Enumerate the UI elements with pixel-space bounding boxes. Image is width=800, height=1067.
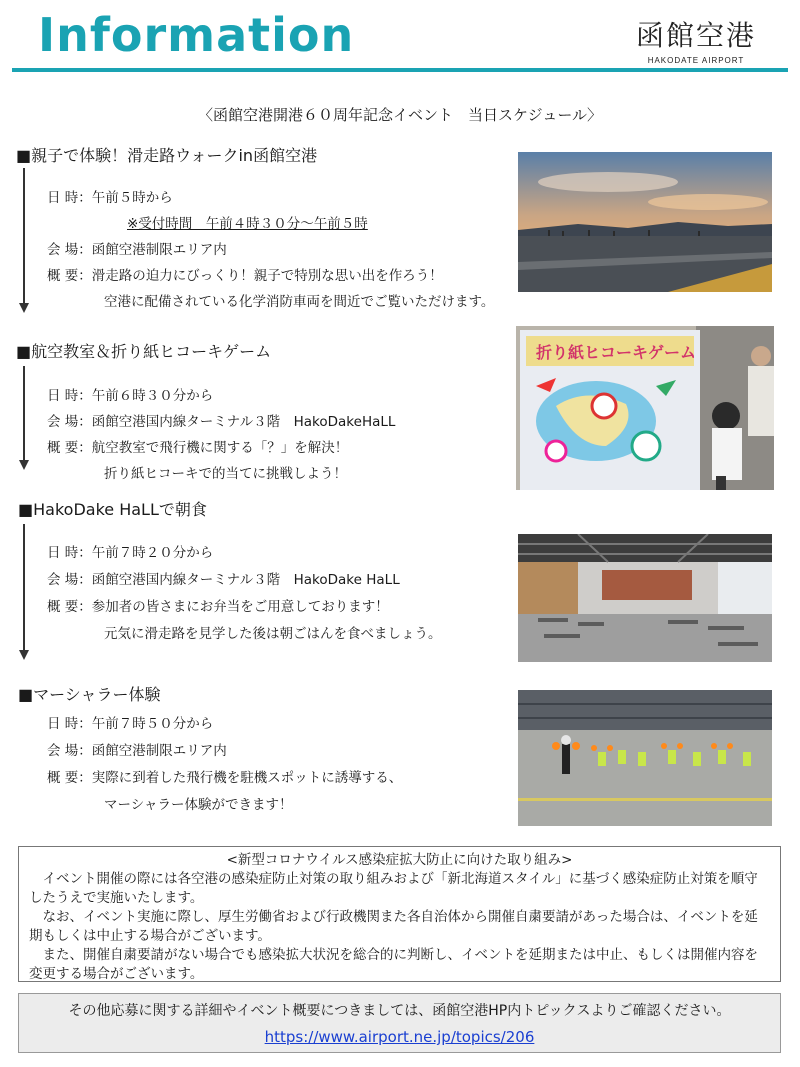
datetime-row: 日 時：午前５時から [47, 190, 173, 206]
hakodake-hall-photo [518, 534, 772, 662]
event-schedule-title: 〈函館空港開港６０周年記念イベント 当日スケジュール〉 [197, 106, 603, 124]
header-divider [12, 68, 788, 72]
summary-row-2: 元気に滑走路を見学した後は朝ごはんを食べましょう。 [104, 626, 442, 642]
section-heading-marshaller: ■マーシャラー体験 [18, 685, 161, 704]
reception-note: ※受付時間 午前４時３０分～午前５時 [127, 216, 368, 232]
venue-row: 会 場：函館空港制限エリア内 [47, 743, 227, 759]
timeline-arrow-icon [19, 650, 29, 660]
page-title: Information [38, 8, 355, 62]
venue-row: 会 場：函館空港制限エリア内 [47, 242, 227, 258]
summary-row-2: マーシャラー体験ができます！ [104, 797, 293, 813]
notice-paragraph: イベント開催の際には各空港の感染症防止対策の取り組みおよび「新北海道スタイル」に基づく感染症防止対策を順守したうえで実施いたします。 [29, 871, 758, 906]
section-heading-aviation-class: ■航空教室＆折り紙ヒコーキゲーム [16, 342, 272, 361]
datetime-row: 日 時：午前７時２０分から [47, 545, 214, 561]
timeline-arrow-icon [19, 460, 29, 470]
notice-paragraph: なお、イベント実施に際し、厚生労働省および行政機関また各自治体から開催自粛要請があった場合は、イベントを延期もしくは中止する場合がございます。 [29, 909, 758, 944]
covid-notice-box [18, 846, 781, 982]
footer-text: その他応募に関する詳細やイベント概要につきましては、函館空港HP内トピックスよりご確認ください。 [68, 1003, 731, 1019]
paper-airplane-game-photo [516, 326, 774, 490]
datetime-row: 日 時：午前７時５０分から [47, 716, 214, 732]
timeline-arrow-icon [19, 303, 29, 313]
summary-row-2: 空港に配備されている化学消防車両を間近でご覧いただけます。 [104, 294, 495, 310]
timeline-line [23, 366, 25, 463]
airport-logo [626, 14, 766, 65]
footer-box [18, 993, 781, 1053]
venue-row: 会 場：函館空港国内線ターミナル３階 HakoDake HaLL [47, 572, 400, 588]
logo-japanese: 函館空港 [635, 19, 756, 52]
summary-row: 概 要：実際に到着した飛行機を駐機スポットに誘導する、 [47, 770, 403, 786]
summary-row: 概 要：参加者の皆さまにお弁当をご用意しております！ [47, 599, 389, 615]
summary-row-2: 折り紙ヒコーキで的当てに挑戦しよう！ [104, 466, 347, 482]
summary-row: 概 要：航空教室で飛行機に関する「？」を解決！ [47, 440, 349, 456]
section-heading-breakfast: ■HakoDake HaLLで朝食 [18, 500, 207, 519]
logo-english: HAKODATE AIRPORT [647, 56, 745, 65]
notice-title: <新型コロナウイルス感染症拡大防止に向けた取り組み> [226, 852, 573, 868]
topics-link[interactable]: https://www.airport.ne.jp/topics/206 [264, 1028, 535, 1046]
marshaller-photo [518, 690, 772, 826]
section-heading-runway-walk: ■親子で体験！滑走路ウォークin函館空港 [16, 146, 318, 165]
notice-paragraph: また、開催自粛要請がない場合でも感染拡大状況を総合的に判断し、イベントを延期または中止、もしくは開催内容を変更する場合がございます。 [29, 947, 758, 982]
timeline-line [23, 524, 25, 651]
runway-walk-photo [518, 152, 772, 292]
venue-row: 会 場：函館空港国内線ターミナル３階 HakoDakeHaLL [47, 414, 396, 430]
summary-row: 概 要：滑走路の迫力にびっくり！親子で特別な思い出を作ろう！ [47, 268, 443, 284]
timeline-line [23, 168, 25, 305]
poster-text: 折り紙ヒコーキゲーム [536, 343, 697, 362]
datetime-row: 日 時：午前６時３０分から [47, 388, 214, 404]
